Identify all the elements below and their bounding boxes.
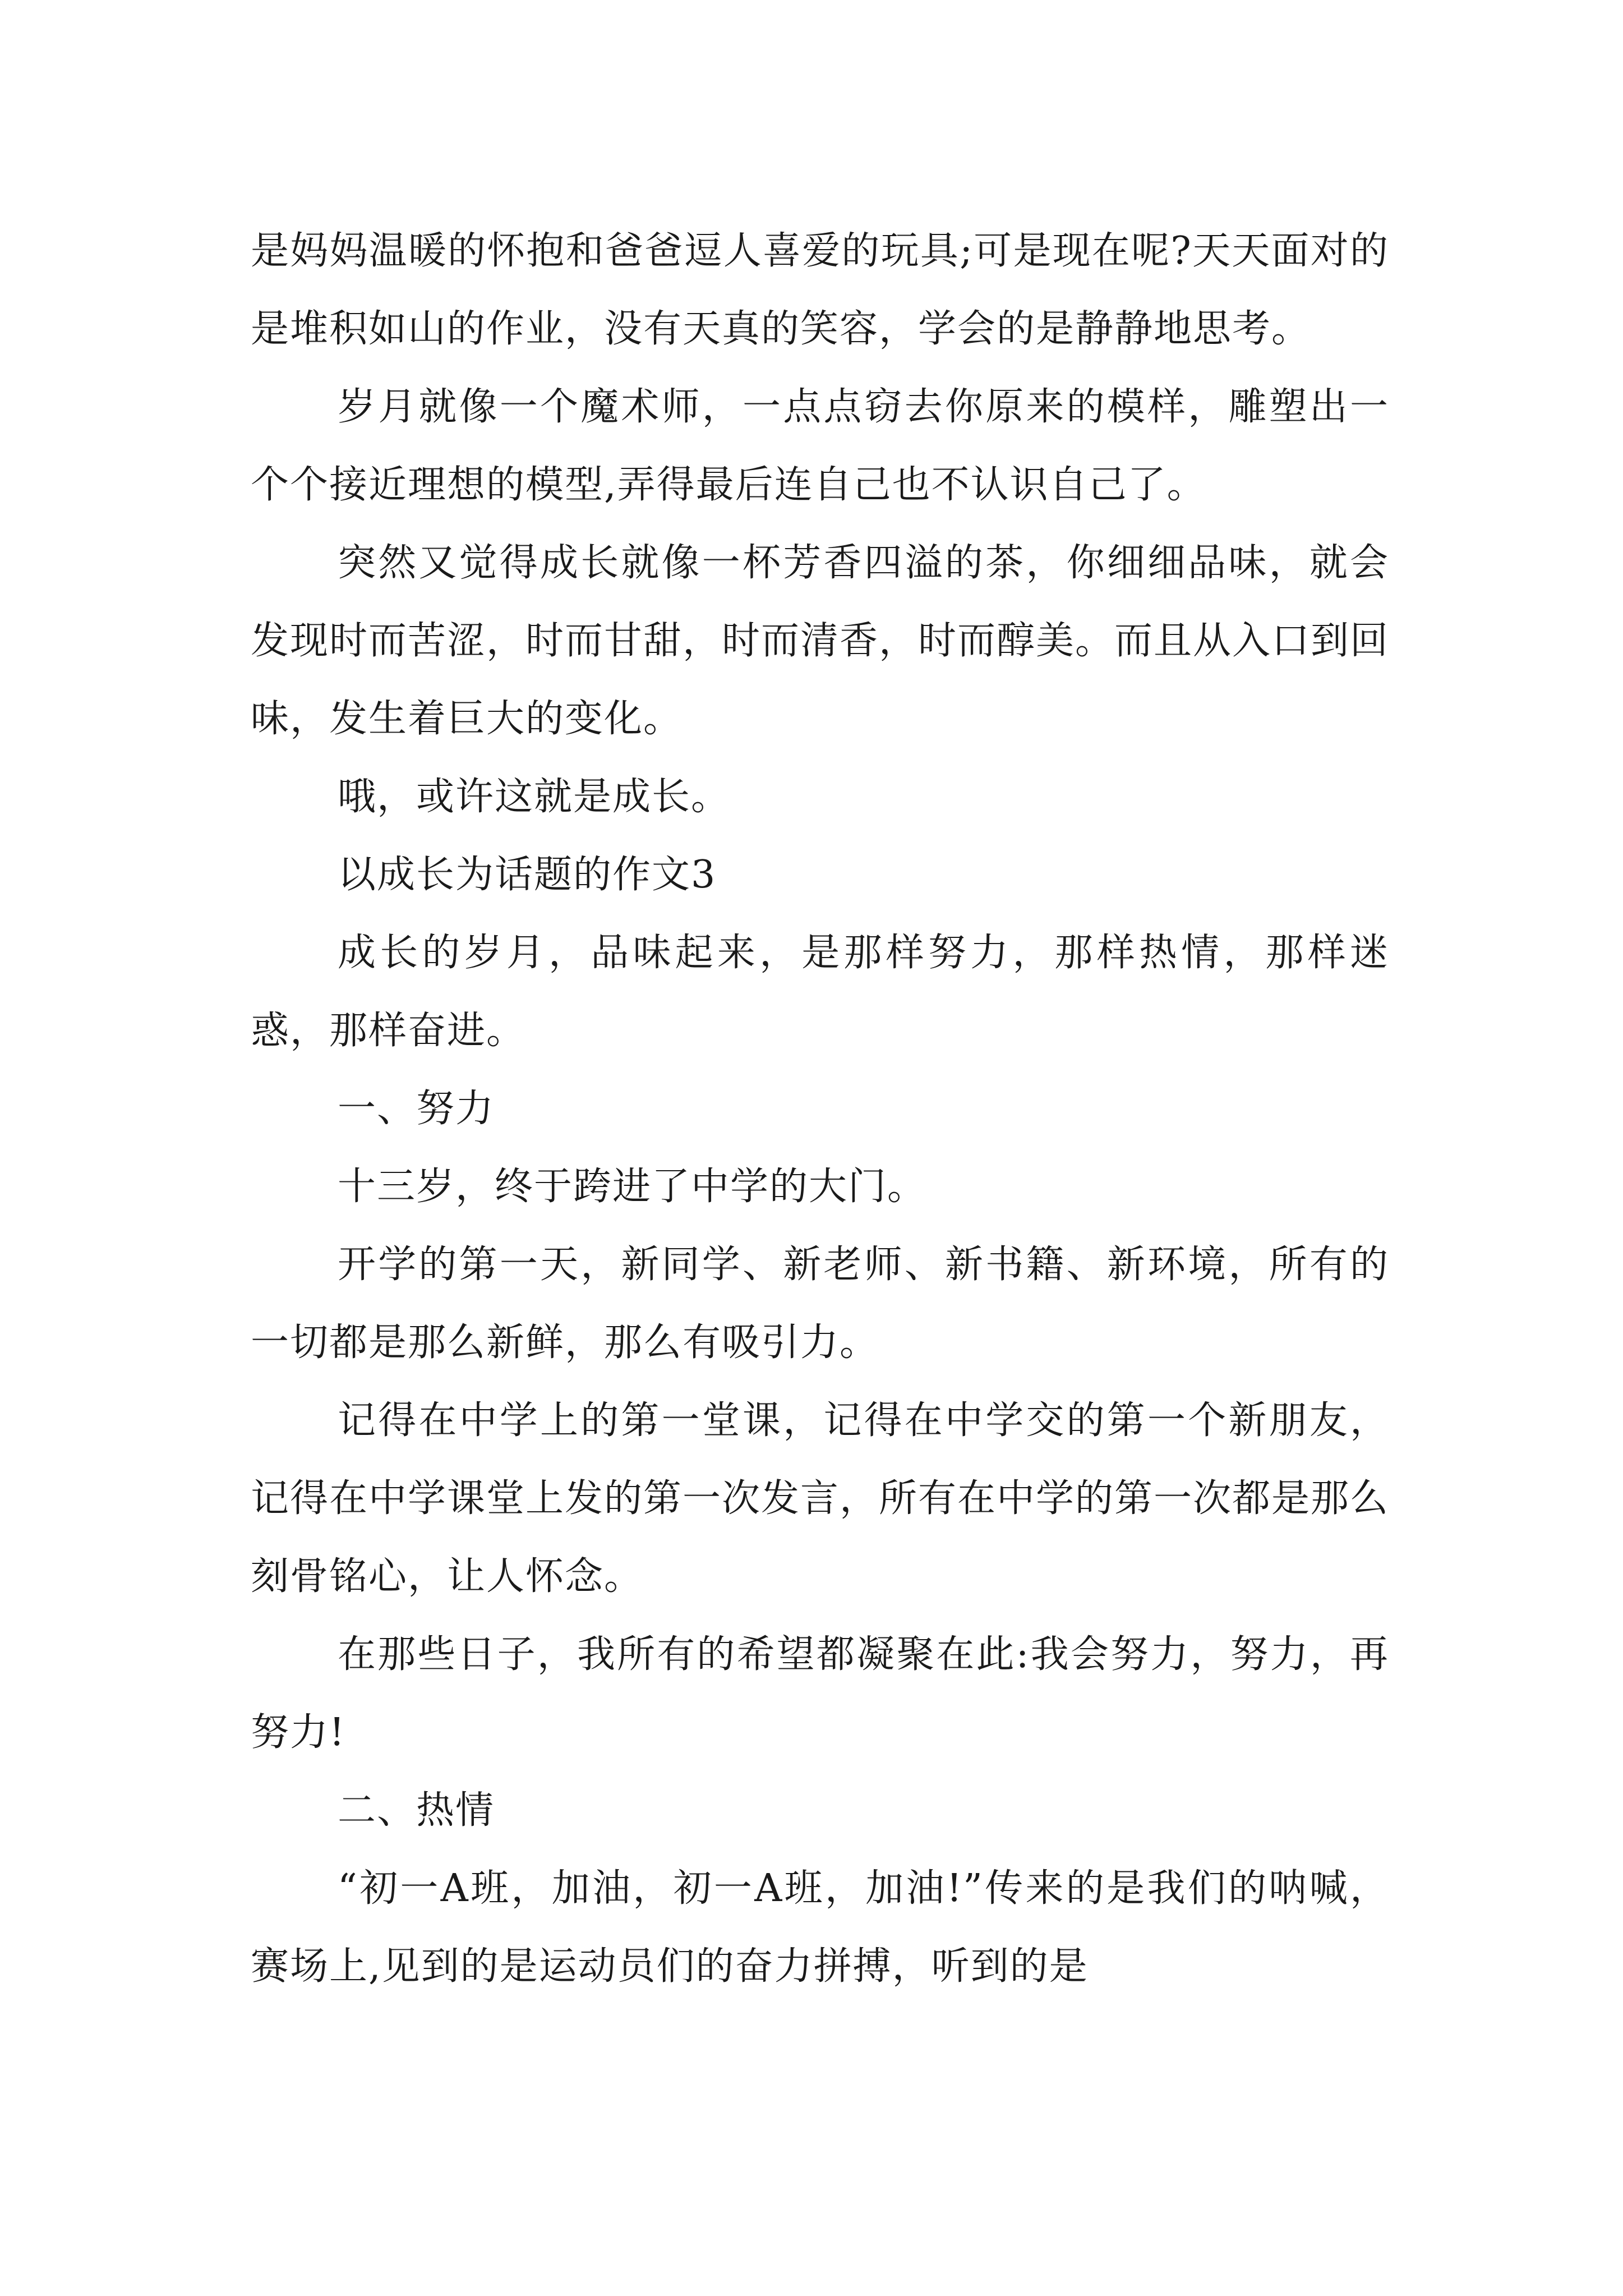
paragraph: 记得在中学上的第一堂课，记得在中学交的第一个新朋友，记得在中学课堂上发的第一次发言，所有在中学的第一次都是那么刻骨铭心，让人怀念。 — [251, 1398, 1390, 1599]
section-title: 以成长为话题的作文3 — [338, 853, 717, 897]
paragraph: 岁月就像一个魔术师，一点点窃去你原来的模样，雕塑出一个个接近理想的模型,弄得最后连自己也不认识自己了。 — [251, 385, 1389, 507]
paragraph: 在那些日子，我所有的希望都凝聚在此:我会努力，努力，再努力! — [251, 1632, 1389, 1755]
paragraph: 开学的第一天，新同学、新老师、新书籍、新环境，所有的一切都是那么新鲜，那么有吸引力。 — [251, 1243, 1389, 1365]
paragraph: “初一A班，加油，初一A班，加油!”传来的是我们的呐喊，赛场上,见到的是运动员们的奋力拼搏，听到的是 — [251, 1866, 1389, 1989]
paragraph: 哦，或许这就是成长。 — [338, 775, 731, 819]
paragraph: 十三岁，终于跨进了中学的大门。 — [338, 1165, 927, 1209]
subheading: 二、热情 — [338, 1788, 495, 1833]
paragraph: 是妈妈温暖的怀抱和爸爸逗人喜爱的玩具;可是现在呢?天天面对的是堆积如山的作业，没有天真的笑容，学会的是静静地思考。 — [251, 229, 1389, 351]
subheading: 一、努力 — [338, 1087, 495, 1131]
paragraph: 突然又觉得成长就像一杯芳香四溢的茶，你细细品味，就会发现时而苦涩，时而甘甜，时而清香，时而醇美。而且从入口到回味，发生着巨大的变化。 — [251, 541, 1390, 741]
document-body — [251, 212, 1389, 2005]
paragraph: 成长的岁月，品味起来，是那样努力，那样热情，那样迷惑，那样奋进。 — [251, 931, 1389, 1053]
